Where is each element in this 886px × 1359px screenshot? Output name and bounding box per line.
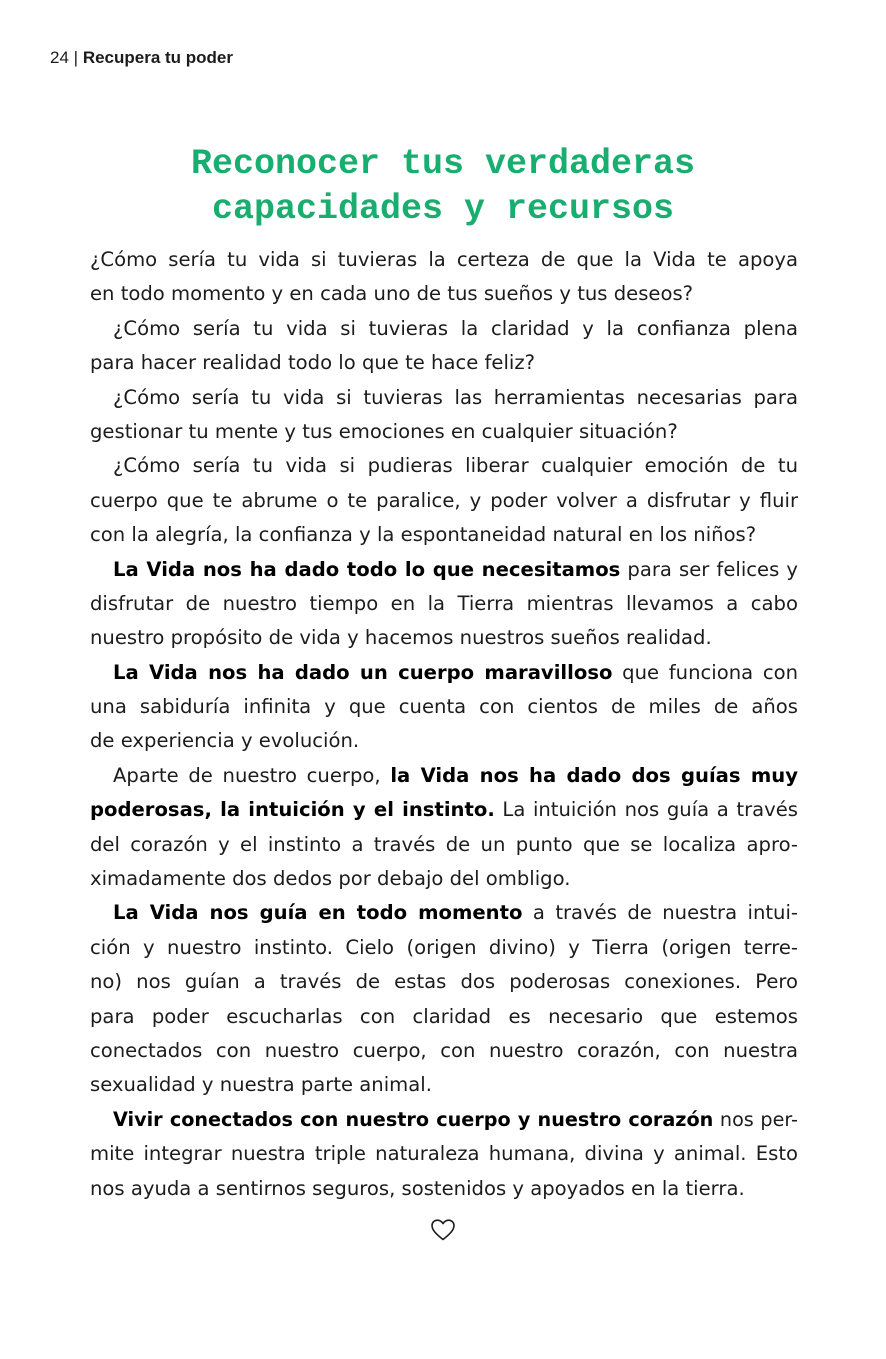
text-line: mite integrar nuestra triple naturaleza humana, divina y animal. Esto xyxy=(90,1142,798,1166)
text-line: gestionar tu mente y tus emociones en cualquier situación? xyxy=(90,419,678,443)
text-line: ción y nuestro instinto. Cielo (origen divino) y Tierra (origen terre- xyxy=(90,935,798,959)
text-line: ¿Cómo sería tu vida si tuvieras la certeza de que la Vida te apoya xyxy=(90,248,798,271)
chapter-heading xyxy=(90,142,796,232)
text-line: nuestro propósito de vida y hacemos nuestros sueños realidad. xyxy=(90,626,712,650)
chapter-heading-line: Reconocer tus verdaderas xyxy=(190,144,696,184)
body-text xyxy=(90,243,798,1206)
text-line: ¿Cómo sería tu vida si pudieras liberar cualquier emoción de tu xyxy=(113,454,798,478)
text-line: no) nos guían a través de estas dos poderosas conexiones. Pero xyxy=(90,970,798,994)
text-line: del corazón y el instinto a través de un punto que se localiza apro- xyxy=(90,832,798,856)
text-line: ¿Cómo sería tu vida si tuvieras la claridad y la confianza plena xyxy=(113,316,798,340)
page-number: 24 xyxy=(50,48,69,67)
chapter-heading-line: capacidades y recursos xyxy=(211,189,675,229)
text-line: cuerpo que te abrume o te paralice, y poder volver a disfrutar y fluir xyxy=(90,488,798,512)
text-line: una sabiduría infinita y que cuenta con cientos de miles de años xyxy=(90,695,798,719)
text-line: sexualidad y nuestra parte animal. xyxy=(90,1073,432,1097)
text-line: Vivir conectados con nuestro cuerpo y nuestro corazón nos per- xyxy=(113,1107,798,1131)
text-line: La Vida nos ha dado todo lo que necesitamos para ser felices y xyxy=(113,557,798,581)
text-line: para hacer realidad todo lo que te hace feliz? xyxy=(90,351,536,375)
text-line: nos ayuda a sentirnos seguros, sostenidos y apoyados en la tierra. xyxy=(90,1176,745,1200)
text-line: La Vida nos guía en todo momento a través de nuestra intui- xyxy=(113,901,798,925)
text-line: conectados con nuestro cuerpo, con nuestro corazón, con nuestra xyxy=(90,1038,798,1062)
text-line: para poder escucharlas con claridad es necesario que estemos xyxy=(90,1004,798,1028)
text-line: ximadamente dos dedos por debajo del ombligo. xyxy=(90,867,571,891)
text-line: con la alegría, la confianza y la espontaneidad natural en los niños? xyxy=(90,523,757,547)
heart-outline-icon xyxy=(430,1218,456,1242)
running-head-separator: | xyxy=(73,48,79,67)
text-line: disfrutar de nuestro tiempo en la Tierra mientras llevamos a cabo xyxy=(90,591,798,615)
text-line: de experiencia y evolución. xyxy=(90,729,360,753)
running-head xyxy=(50,48,233,68)
text-line: poderosas, la intuición y el instinto. La intuición nos guía a través xyxy=(90,798,798,822)
book-title: Recupera tu poder xyxy=(82,48,234,67)
text-line: en todo momento y en cada uno de tus sueños y tus deseos? xyxy=(90,282,694,306)
text-line: Aparte de nuestro cuerpo, la Vida nos ha dado dos guías muy xyxy=(113,763,799,787)
text-line: La Vida nos ha dado un cuerpo maravilloso que funciona con xyxy=(113,660,799,684)
text-line: ¿Cómo sería tu vida si tuvieras las herramientas necesarias para xyxy=(113,385,798,409)
